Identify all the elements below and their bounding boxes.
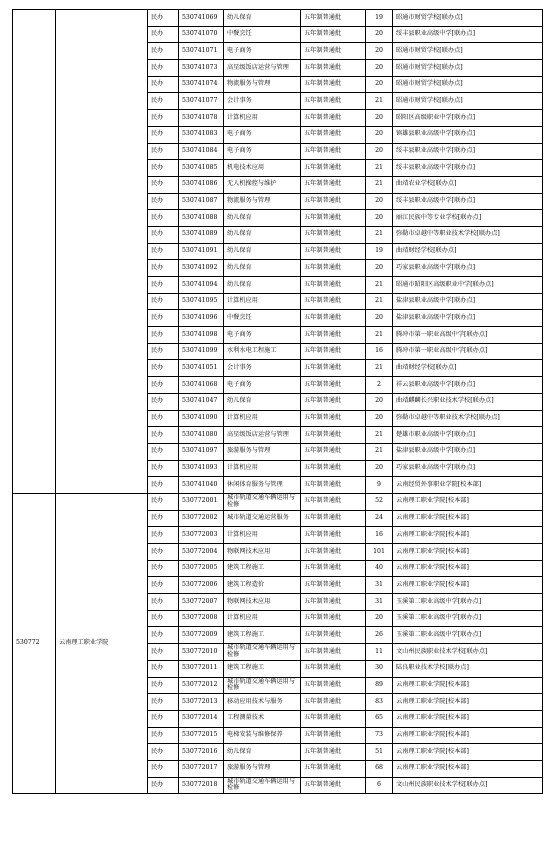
plan-count-cell: 20 xyxy=(366,43,393,60)
major-code-cell: 530741047 xyxy=(179,393,224,410)
major-name-cell: 移动应用技术与服务 xyxy=(224,694,301,711)
campus-cell: 昭通市财贸学校[联办点] xyxy=(393,60,543,77)
major-code-cell: 530741078 xyxy=(179,110,224,127)
school-type-cell: 民办 xyxy=(148,110,179,127)
batch-cell: 五年制普通批 xyxy=(301,677,366,694)
school-type-cell: 民办 xyxy=(148,293,179,310)
batch-cell: 五年制普通批 xyxy=(301,160,366,177)
campus-cell: 云南理工职业学院[校本部] xyxy=(393,527,543,544)
batch-cell: 五年制普通批 xyxy=(301,310,366,327)
plan-count-cell: 26 xyxy=(366,627,393,644)
plan-count-cell: 20 xyxy=(366,393,393,410)
major-code-cell: 530741092 xyxy=(179,260,224,277)
major-code-cell: 530741083 xyxy=(179,126,224,143)
major-code-cell: 530772014 xyxy=(179,710,224,727)
major-name-cell: 计算机应用 xyxy=(224,460,301,477)
major-code-cell: 530772010 xyxy=(179,644,224,661)
major-name-cell: 中餐烹饪 xyxy=(224,310,301,327)
campus-cell: 文山州民族职业技术学校[联办点] xyxy=(393,777,543,794)
school-name-cell xyxy=(56,10,148,494)
major-code-cell: 530741098 xyxy=(179,327,224,344)
campus-cell: 绥丰县职业高级中学[联办点] xyxy=(393,193,543,210)
school-type-cell: 民办 xyxy=(148,694,179,711)
batch-cell: 五年制普通批 xyxy=(301,777,366,794)
batch-cell: 五年制普通批 xyxy=(301,727,366,744)
school-type-cell: 民办 xyxy=(148,210,179,227)
plan-count-cell: 21 xyxy=(366,93,393,110)
school-type-cell: 民办 xyxy=(148,310,179,327)
batch-cell: 五年制普通批 xyxy=(301,243,366,260)
major-code-cell: 530741086 xyxy=(179,176,224,193)
school-type-cell: 民办 xyxy=(148,544,179,561)
major-name-cell: 计算机应用 xyxy=(224,110,301,127)
campus-cell: 云南理工职业学院[校本部] xyxy=(393,760,543,777)
major-name-cell: 幼儿保育 xyxy=(224,210,301,227)
major-code-cell: 530772007 xyxy=(179,594,224,611)
campus-cell: 绥丰县职业高级中学[联办点] xyxy=(393,160,543,177)
major-name-cell: 物联网技术应用 xyxy=(224,544,301,561)
campus-cell: 祥云县职业高级中学[联办点] xyxy=(393,377,543,394)
school-type-cell: 民办 xyxy=(148,594,179,611)
major-code-cell: 530772001 xyxy=(179,493,224,510)
school-type-cell: 民办 xyxy=(148,377,179,394)
batch-cell: 五年制普通批 xyxy=(301,527,366,544)
campus-cell: 昭通市昭阳区高级职业中学[联办点] xyxy=(393,277,543,294)
campus-cell: 弥勒市卓越中等职业技术学校[联办点] xyxy=(393,226,543,243)
campus-cell: 曲靖麒麟长兴职业技术学校[联办点] xyxy=(393,393,543,410)
campus-cell: 云南经贸外事职业学院[校本部] xyxy=(393,477,543,494)
major-name-cell: 建筑工程施工 xyxy=(224,560,301,577)
plan-count-cell: 20 xyxy=(366,143,393,160)
campus-cell: 云南理工职业学院[校本部] xyxy=(393,677,543,694)
major-code-cell: 530772003 xyxy=(179,527,224,544)
major-code-cell: 530741071 xyxy=(179,43,224,60)
plan-count-cell: 83 xyxy=(366,694,393,711)
plan-count-cell: 20 xyxy=(366,110,393,127)
major-name-cell: 旅游服务与管理 xyxy=(224,760,301,777)
campus-cell: 巧家县职业高级中学[联办点] xyxy=(393,260,543,277)
plan-count-cell: 20 xyxy=(366,260,393,277)
school-type-cell: 民办 xyxy=(148,710,179,727)
major-name-cell: 城市轨道交通运营服务 xyxy=(224,510,301,527)
school-type-cell: 民办 xyxy=(148,610,179,627)
major-name-cell: 城市轨道交通车辆运用与检修 xyxy=(224,677,301,694)
batch-cell: 五年制普通批 xyxy=(301,76,366,93)
campus-cell: 云南理工职业学院[校本部] xyxy=(393,510,543,527)
major-name-cell: 城市轨道交通车辆运用与检修 xyxy=(224,644,301,661)
campus-cell: 盐津县职业高级中学[联办点] xyxy=(393,443,543,460)
school-type-cell: 民办 xyxy=(148,76,179,93)
major-name-cell: 计算机应用 xyxy=(224,610,301,627)
major-code-cell: 530741088 xyxy=(179,210,224,227)
major-code-cell: 530741090 xyxy=(179,410,224,427)
plan-count-cell: 20 xyxy=(366,210,393,227)
batch-cell: 五年制普通批 xyxy=(301,544,366,561)
campus-cell: 昭阳区高级职业中学[联办点] xyxy=(393,110,543,127)
school-type-cell: 民办 xyxy=(148,226,179,243)
major-name-cell: 高星级饭店运营与管理 xyxy=(224,427,301,444)
plan-count-cell: 20 xyxy=(366,610,393,627)
plan-count-cell: 31 xyxy=(366,594,393,611)
campus-cell: 云南理工职业学院[校本部] xyxy=(393,577,543,594)
school-type-cell: 民办 xyxy=(148,10,179,27)
campus-cell: 腾冲市第一职业高级中学[联办点] xyxy=(393,343,543,360)
school-type-cell: 民办 xyxy=(148,760,179,777)
campus-cell: 绥丰县职业高级中学[联办点] xyxy=(393,26,543,43)
major-code-cell: 530741095 xyxy=(179,293,224,310)
major-name-cell: 电子商务 xyxy=(224,327,301,344)
campus-cell: 曲靖财经学校[联办点] xyxy=(393,360,543,377)
plan-count-cell: 31 xyxy=(366,577,393,594)
major-code-cell: 530741069 xyxy=(179,10,224,27)
batch-cell: 五年制普通批 xyxy=(301,627,366,644)
major-code-cell: 530772008 xyxy=(179,610,224,627)
school-type-cell: 民办 xyxy=(148,193,179,210)
major-name-cell: 幼儿保育 xyxy=(224,10,301,27)
major-code-cell: 530772018 xyxy=(179,777,224,794)
campus-cell: 楚雄市职业高级中学[联办点] xyxy=(393,427,543,444)
school-type-cell: 民办 xyxy=(148,644,179,661)
batch-cell: 五年制普通批 xyxy=(301,60,366,77)
campus-cell: 绥丰县职业高级中学[联办点] xyxy=(393,143,543,160)
school-type-cell: 民办 xyxy=(148,143,179,160)
major-code-cell: 530741099 xyxy=(179,343,224,360)
major-code-cell: 530772006 xyxy=(179,577,224,594)
school-code-cell: 530772 xyxy=(13,493,56,793)
campus-cell: 陆良职业技术学校[联办点] xyxy=(393,660,543,677)
major-name-cell: 计算机应用 xyxy=(224,527,301,544)
major-code-cell: 530772011 xyxy=(179,660,224,677)
major-name-cell: 物联网技术应用 xyxy=(224,594,301,611)
major-code-cell: 530741051 xyxy=(179,360,224,377)
batch-cell: 五年制普通批 xyxy=(301,110,366,127)
major-code-cell: 530772005 xyxy=(179,560,224,577)
batch-cell: 五年制普通批 xyxy=(301,644,366,661)
school-type-cell: 民办 xyxy=(148,126,179,143)
major-name-cell: 城市轨道交通车辆运用与检修 xyxy=(224,493,301,510)
school-type-cell: 民办 xyxy=(148,343,179,360)
major-code-cell: 530741070 xyxy=(179,26,224,43)
batch-cell: 五年制普通批 xyxy=(301,193,366,210)
batch-cell: 五年制普通批 xyxy=(301,710,366,727)
major-code-cell: 530741040 xyxy=(179,477,224,494)
school-type-cell: 民办 xyxy=(148,627,179,644)
plan-count-cell: 21 xyxy=(366,226,393,243)
major-name-cell: 幼儿保育 xyxy=(224,260,301,277)
campus-cell: 盐津县职业高级中学[联办点] xyxy=(393,310,543,327)
major-code-cell: 530741096 xyxy=(179,310,224,327)
plan-count-cell: 20 xyxy=(366,310,393,327)
plan-count-cell: 21 xyxy=(366,443,393,460)
campus-cell: 巧家县职业高级中学[联办点] xyxy=(393,460,543,477)
plan-count-cell: 21 xyxy=(366,293,393,310)
major-name-cell: 物流服务与管理 xyxy=(224,193,301,210)
major-name-cell: 计算机应用 xyxy=(224,293,301,310)
campus-cell: 昭通市财贸学校[联办点] xyxy=(393,76,543,93)
table-row xyxy=(13,10,543,27)
school-type-cell: 民办 xyxy=(148,460,179,477)
major-code-cell: 530772015 xyxy=(179,727,224,744)
major-name-cell: 建筑工程造价 xyxy=(224,577,301,594)
batch-cell: 五年制普通批 xyxy=(301,143,366,160)
campus-cell: 玉溪第二职业高级中学[联办点] xyxy=(393,627,543,644)
campus-cell: 云南理工职业学院[校本部] xyxy=(393,694,543,711)
batch-cell: 五年制普通批 xyxy=(301,26,366,43)
school-type-cell: 民办 xyxy=(148,443,179,460)
plan-count-cell: 20 xyxy=(366,60,393,77)
school-type-cell: 民办 xyxy=(148,744,179,761)
major-name-cell: 幼儿保育 xyxy=(224,277,301,294)
major-name-cell: 物流服务与管理 xyxy=(224,76,301,93)
major-code-cell: 530772016 xyxy=(179,744,224,761)
plan-count-cell: 101 xyxy=(366,544,393,561)
school-type-cell: 民办 xyxy=(148,560,179,577)
plan-count-cell: 20 xyxy=(366,26,393,43)
plan-count-cell: 40 xyxy=(366,560,393,577)
batch-cell: 五年制普通批 xyxy=(301,343,366,360)
plan-count-cell: 2 xyxy=(366,377,393,394)
plan-count-cell: 21 xyxy=(366,427,393,444)
plan-count-cell: 16 xyxy=(366,527,393,544)
major-name-cell: 休闲体育服务与管理 xyxy=(224,477,301,494)
school-type-cell: 民办 xyxy=(148,277,179,294)
major-name-cell: 幼儿保育 xyxy=(224,226,301,243)
campus-cell: 云南理工职业学院[校本部] xyxy=(393,493,543,510)
major-name-cell: 电梯安装与维修保养 xyxy=(224,727,301,744)
major-code-cell: 530741087 xyxy=(179,193,224,210)
plan-count-cell: 20 xyxy=(366,460,393,477)
major-code-cell: 530741085 xyxy=(179,160,224,177)
campus-cell: 昭通市财贸学校[联办点] xyxy=(393,43,543,60)
school-type-cell: 民办 xyxy=(148,327,179,344)
major-name-cell: 会计事务 xyxy=(224,360,301,377)
batch-cell: 五年制普通批 xyxy=(301,560,366,577)
major-code-cell: 530741093 xyxy=(179,460,224,477)
major-name-cell: 机电技术应用 xyxy=(224,160,301,177)
plan-count-cell: 19 xyxy=(366,10,393,27)
batch-cell: 五年制普通批 xyxy=(301,176,366,193)
plan-count-cell: 21 xyxy=(366,277,393,294)
school-type-cell: 民办 xyxy=(148,777,179,794)
plan-count-cell: 20 xyxy=(366,410,393,427)
school-type-cell: 民办 xyxy=(148,360,179,377)
plan-count-cell: 21 xyxy=(366,176,393,193)
major-name-cell: 建筑工程施工 xyxy=(224,627,301,644)
school-type-cell: 民办 xyxy=(148,527,179,544)
major-name-cell: 会计事务 xyxy=(224,93,301,110)
campus-cell: 曲靖农业学校[联办点] xyxy=(393,176,543,193)
school-type-cell: 民办 xyxy=(148,510,179,527)
plan-count-cell: 52 xyxy=(366,493,393,510)
major-name-cell: 电子商务 xyxy=(224,377,301,394)
batch-cell: 五年制普通批 xyxy=(301,226,366,243)
batch-cell: 五年制普通批 xyxy=(301,393,366,410)
major-name-cell: 电子商务 xyxy=(224,143,301,160)
table-body xyxy=(13,10,543,794)
school-code-cell xyxy=(13,10,56,494)
batch-cell: 五年制普通批 xyxy=(301,260,366,277)
plan-count-cell: 68 xyxy=(366,760,393,777)
batch-cell: 五年制普通批 xyxy=(301,410,366,427)
campus-cell: 云南理工职业学院[校本部] xyxy=(393,744,543,761)
major-code-cell: 530741068 xyxy=(179,377,224,394)
campus-cell: 昭通市财贸学校[联办点] xyxy=(393,93,543,110)
school-type-cell: 民办 xyxy=(148,93,179,110)
campus-cell: 盐津县职业高级中学[联办点] xyxy=(393,293,543,310)
major-name-cell: 幼儿保育 xyxy=(224,744,301,761)
school-type-cell: 民办 xyxy=(148,577,179,594)
school-type-cell: 民办 xyxy=(148,727,179,744)
major-code-cell: 530741089 xyxy=(179,226,224,243)
batch-cell: 五年制普通批 xyxy=(301,427,366,444)
plan-count-cell: 19 xyxy=(366,243,393,260)
batch-cell: 五年制普通批 xyxy=(301,493,366,510)
major-code-cell: 530741073 xyxy=(179,60,224,77)
school-type-cell: 民办 xyxy=(148,160,179,177)
campus-cell: 云南理工职业学院[校本部] xyxy=(393,727,543,744)
major-code-cell: 530741074 xyxy=(179,76,224,93)
batch-cell: 五年制普通批 xyxy=(301,510,366,527)
school-type-cell: 民办 xyxy=(148,660,179,677)
plan-count-cell: 65 xyxy=(366,710,393,727)
major-name-cell: 工程测量技术 xyxy=(224,710,301,727)
school-type-cell: 民办 xyxy=(148,493,179,510)
batch-cell: 五年制普通批 xyxy=(301,594,366,611)
school-type-cell: 民办 xyxy=(148,176,179,193)
major-name-cell: 城市轨道交通车辆运用与检修 xyxy=(224,777,301,794)
plan-count-cell: 24 xyxy=(366,510,393,527)
batch-cell: 五年制普通批 xyxy=(301,327,366,344)
batch-cell: 五年制普通批 xyxy=(301,760,366,777)
batch-cell: 五年制普通批 xyxy=(301,443,366,460)
batch-cell: 五年制普通批 xyxy=(301,694,366,711)
campus-cell: 云南理工职业学院[校本部] xyxy=(393,544,543,561)
school-name-cell: 云南理工职业学院 xyxy=(56,493,148,793)
school-type-cell: 民办 xyxy=(148,410,179,427)
batch-cell: 五年制普通批 xyxy=(301,43,366,60)
table-row xyxy=(13,493,543,510)
batch-cell: 五年制普通批 xyxy=(301,610,366,627)
major-name-cell: 电子商务 xyxy=(224,43,301,60)
batch-cell: 五年制普通批 xyxy=(301,377,366,394)
school-type-cell: 民办 xyxy=(148,60,179,77)
campus-cell: 镇雄县职业高级中学[联办点] xyxy=(393,126,543,143)
major-code-cell: 530741077 xyxy=(179,93,224,110)
major-name-cell: 计算机应用 xyxy=(224,410,301,427)
major-name-cell: 无人机操控与维护 xyxy=(224,176,301,193)
major-code-cell: 530772009 xyxy=(179,627,224,644)
major-code-cell: 530741080 xyxy=(179,427,224,444)
plan-count-cell: 21 xyxy=(366,160,393,177)
major-code-cell: 530741094 xyxy=(179,277,224,294)
batch-cell: 五年制普通批 xyxy=(301,577,366,594)
major-name-cell: 幼儿保育 xyxy=(224,393,301,410)
plan-count-cell: 16 xyxy=(366,343,393,360)
batch-cell: 五年制普通批 xyxy=(301,126,366,143)
plan-count-cell: 20 xyxy=(366,126,393,143)
school-type-cell: 民办 xyxy=(148,243,179,260)
major-code-cell: 530772004 xyxy=(179,544,224,561)
admission-plan-table xyxy=(12,9,543,794)
school-type-cell: 民办 xyxy=(148,393,179,410)
plan-count-cell: 51 xyxy=(366,744,393,761)
plan-count-cell: 11 xyxy=(366,644,393,661)
campus-cell: 云南理工职业学院[校本部] xyxy=(393,710,543,727)
batch-cell: 五年制普通批 xyxy=(301,360,366,377)
batch-cell: 五年制普通批 xyxy=(301,660,366,677)
major-name-cell: 旅游服务与管理 xyxy=(224,443,301,460)
plan-count-cell: 73 xyxy=(366,727,393,744)
campus-cell: 文山州民族职业技术学校[联办点] xyxy=(393,644,543,661)
major-code-cell: 530741084 xyxy=(179,143,224,160)
plan-count-cell: 21 xyxy=(366,360,393,377)
major-name-cell: 水利水电工程施工 xyxy=(224,343,301,360)
major-code-cell: 530772017 xyxy=(179,760,224,777)
major-code-cell: 530741091 xyxy=(179,243,224,260)
plan-count-cell: 20 xyxy=(366,76,393,93)
batch-cell: 五年制普通批 xyxy=(301,277,366,294)
campus-cell: 腾冲市第一职业高级中学[联办点] xyxy=(393,327,543,344)
campus-cell: 云南理工职业学院[校本部] xyxy=(393,560,543,577)
batch-cell: 五年制普通批 xyxy=(301,477,366,494)
campus-cell: 丽江民族中等专业学校[联办点] xyxy=(393,210,543,227)
major-code-cell: 530741097 xyxy=(179,443,224,460)
batch-cell: 五年制普通批 xyxy=(301,460,366,477)
campus-cell: 昭通市财贸学校[联办点] xyxy=(393,10,543,27)
school-type-cell: 民办 xyxy=(148,260,179,277)
plan-count-cell: 6 xyxy=(366,777,393,794)
plan-count-cell: 21 xyxy=(366,327,393,344)
campus-cell: 弥勒市卓越中等职业技术学校[联办点] xyxy=(393,410,543,427)
plan-count-cell: 9 xyxy=(366,477,393,494)
school-type-cell: 民办 xyxy=(148,43,179,60)
plan-count-cell: 89 xyxy=(366,677,393,694)
major-name-cell: 幼儿保育 xyxy=(224,243,301,260)
major-code-cell: 530772002 xyxy=(179,510,224,527)
major-name-cell: 中餐烹饪 xyxy=(224,26,301,43)
school-type-cell: 民办 xyxy=(148,26,179,43)
major-name-cell: 高星级饭店运营与管理 xyxy=(224,60,301,77)
plan-count-cell: 30 xyxy=(366,660,393,677)
school-type-cell: 民办 xyxy=(148,677,179,694)
campus-cell: 玉溪第二职业高级中学[联办点] xyxy=(393,610,543,627)
batch-cell: 五年制普通批 xyxy=(301,744,366,761)
school-type-cell: 民办 xyxy=(148,427,179,444)
batch-cell: 五年制普通批 xyxy=(301,210,366,227)
plan-count-cell: 20 xyxy=(366,193,393,210)
batch-cell: 五年制普通批 xyxy=(301,93,366,110)
major-name-cell: 建筑工程施工 xyxy=(224,660,301,677)
campus-cell: 玉溪第二职业高级中学[联办点] xyxy=(393,594,543,611)
major-code-cell: 530772012 xyxy=(179,677,224,694)
school-type-cell: 民办 xyxy=(148,477,179,494)
campus-cell: 曲靖财经学校[联办点] xyxy=(393,243,543,260)
major-name-cell: 电子商务 xyxy=(224,126,301,143)
batch-cell: 五年制普通批 xyxy=(301,293,366,310)
major-code-cell: 530772013 xyxy=(179,694,224,711)
batch-cell: 五年制普通批 xyxy=(301,10,366,27)
